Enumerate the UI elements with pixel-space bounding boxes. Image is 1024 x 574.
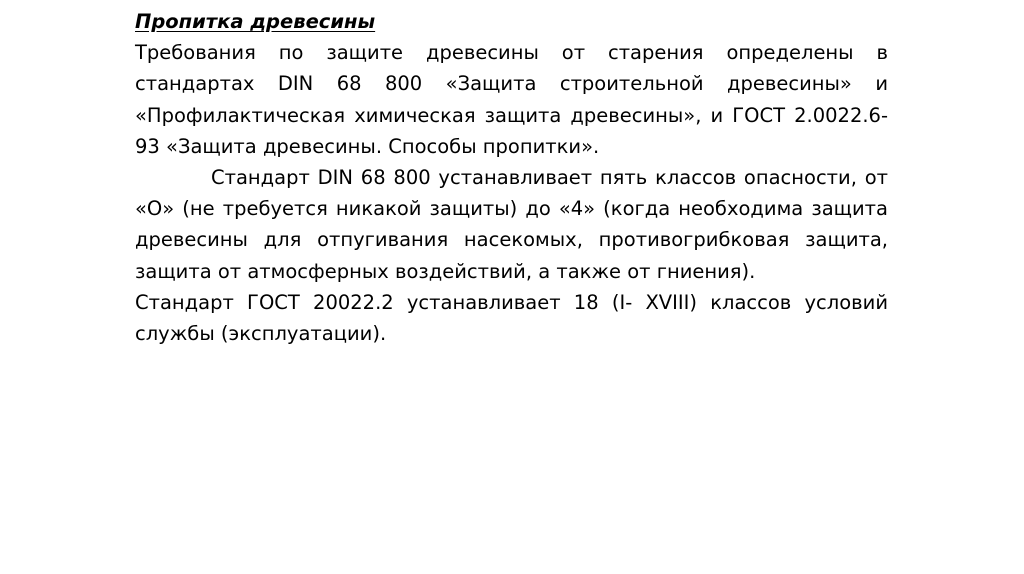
paragraph-standards: Требования по защите древесины от старения определены в стандартах DIN 68 800 «Защита строительной древесины» и «Профилактическая химическая защита древесины», и ГОСТ 2.0022.6-93 «Защита древесины. Способы пропитки».: [135, 41, 888, 158]
document-heading: Пропитка древесины: [135, 10, 376, 33]
paragraph-gost-service-classes: Стандарт ГОСТ 20022.2 устанавливает 18 (I- XVIII) классов условий службы (эксплуатации).: [135, 290, 888, 346]
document-body: [135, 6, 888, 349]
paragraph-din-hazard-classes: Стандарт DIN 68 800 устанавливает пять классов опасности, от «О» (не требуется никакой защиты) до «4» (когда необходима защита древесины для отпугивания насекомых, противогрибковая защита, защита от атмосферных воздействий, а также от гниения).: [135, 166, 888, 283]
